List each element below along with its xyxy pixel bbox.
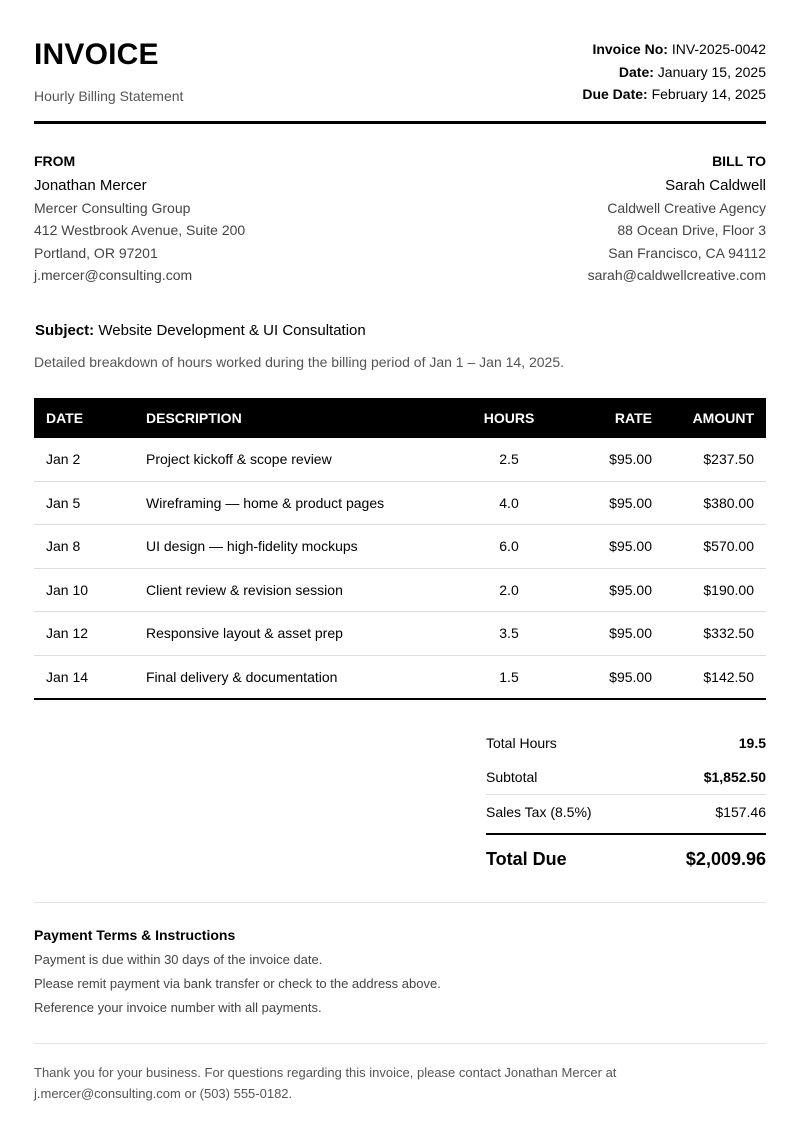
from-label: FROM (34, 153, 76, 169)
line-items-table (34, 398, 766, 700)
from-email: j.mercer@consulting.com (34, 266, 193, 283)
invoice-subtitle: Hourly Billing Statement (34, 88, 184, 104)
payment-terms-line: Please remit payment via bank transfer or check to the address above. (34, 976, 441, 991)
subtotal-value: $1,852.50 (703, 769, 766, 785)
subtotal-label: Subtotal (486, 769, 538, 785)
table-row (34, 568, 766, 612)
invoice-date-label: Date: (618, 63, 654, 80)
from-block (34, 153, 245, 289)
invoice-number-label: Invoice No: (592, 41, 668, 57)
table-row (34, 525, 766, 569)
bill-to-name: Sarah Caldwell (665, 177, 766, 194)
row-date: Jan 12 (34, 612, 146, 656)
col-hours-header: HOURS (466, 398, 552, 438)
total-hours-label: Total Hours (486, 735, 557, 751)
sales-tax-row (486, 795, 766, 829)
bill-to-company: Caldwell Creative Agency (607, 200, 766, 216)
row-amount: $332.50 (672, 612, 766, 656)
row-description: Project kickoff & scope review (146, 438, 466, 481)
sales-tax-value: $157.46 (715, 804, 766, 820)
due-date-row (582, 83, 766, 106)
total-due-row (486, 833, 766, 870)
row-hours: 3.5 (466, 612, 552, 656)
row-rate: $95.00 (552, 525, 672, 569)
row-date: Jan 14 (34, 655, 146, 699)
due-date-label: Due Date: (582, 86, 648, 102)
invoice-header (34, 0, 766, 124)
total-due-value: $2,009.96 (685, 849, 766, 869)
table-row (34, 438, 766, 481)
bill-to-street: 88 Ocean Drive, Floor 3 (617, 222, 766, 239)
row-rate: $95.00 (552, 481, 672, 525)
row-rate: $95.00 (552, 438, 672, 481)
row-rate: $95.00 (552, 612, 672, 656)
subject-line (35, 322, 366, 339)
row-amount: $570.00 (672, 525, 766, 569)
row-hours: 1.5 (466, 655, 552, 699)
row-amount: $142.50 (672, 655, 766, 699)
total-hours-value: 19.5 (738, 735, 766, 751)
total-hours-row (486, 726, 766, 760)
invoice-number: INV-2025-0042 (671, 41, 766, 57)
payment-terms-line: Reference your invoice number with all payments. (34, 1000, 322, 1015)
row-date: Jan 10 (34, 568, 146, 612)
table-header-row (34, 398, 766, 438)
terms-divider (34, 902, 766, 903)
bill-to-city: San Francisco, CA 94112 (608, 244, 766, 261)
table-row (34, 481, 766, 525)
payment-terms-heading: Payment Terms & Instructions (34, 927, 236, 943)
row-amount: $237.50 (672, 438, 766, 481)
col-rate-header: RATE (552, 398, 672, 438)
subject-label: Subject: (35, 322, 95, 339)
total-due-label: Total Due (486, 849, 567, 869)
due-date: February 14, 2025 (651, 86, 766, 102)
invoice-title: INVOICE (34, 38, 159, 71)
table-row (34, 612, 766, 656)
row-description: Client review & revision session (146, 568, 466, 612)
from-company: Mercer Consulting Group (34, 200, 191, 216)
row-rate: $95.00 (552, 655, 672, 699)
row-hours: 2.5 (466, 438, 552, 481)
row-hours: 6.0 (466, 525, 552, 569)
table-row (34, 655, 766, 699)
row-amount: $380.00 (672, 481, 766, 525)
col-amount-header: AMOUNT (672, 398, 766, 438)
subtotal-row (486, 760, 766, 795)
invoice-date: January 15, 2025 (657, 63, 766, 80)
row-description: UI design — high-fidelity mockups (146, 525, 466, 569)
from-street: 412 Westbrook Avenue, Suite 200 (34, 222, 246, 239)
payment-terms (34, 927, 441, 1024)
billing-description: Detailed breakdown of hours worked during the billing period of Jan 1 – Jan 14, 2025. (34, 354, 565, 370)
row-amount: $190.00 (672, 568, 766, 612)
col-description-header: DESCRIPTION (146, 398, 466, 438)
row-date: Jan 5 (34, 481, 146, 525)
row-date: Jan 2 (34, 438, 146, 481)
totals-block (486, 726, 766, 870)
row-description: Wireframing — home & product pages (146, 481, 466, 525)
row-description: Final delivery & documentation (146, 655, 466, 699)
bill-to-block (588, 153, 766, 289)
from-city: Portland, OR 97201 (34, 244, 158, 261)
invoice-date-row (582, 61, 766, 84)
bill-to-email: sarah@caldwellcreative.com (587, 266, 766, 283)
col-date-header: DATE (34, 398, 146, 438)
row-hours: 2.0 (466, 568, 552, 612)
sales-tax-label: Sales Tax (8.5%) (486, 804, 592, 820)
row-hours: 4.0 (466, 481, 552, 525)
footer-divider (34, 1043, 766, 1044)
payment-terms-line: Payment is due within 30 days of the invoice date. (34, 952, 323, 967)
row-rate: $95.00 (552, 568, 672, 612)
bill-to-label: BILL TO (712, 153, 766, 169)
invoice-meta (582, 38, 766, 106)
row-description: Responsive layout & asset prep (146, 612, 466, 656)
row-date: Jan 8 (34, 525, 146, 569)
from-name: Jonathan Mercer (34, 177, 147, 194)
footer-note: Thank you for your business. For questions regarding this invoice, please contact Jonathan Mercer at j.mercer@consulting.com or (503) 555-0182. (34, 1065, 617, 1101)
invoice-number-row (582, 38, 766, 61)
header-divider (34, 121, 766, 124)
subject-text: Website Development & UI Consultation (98, 322, 366, 339)
